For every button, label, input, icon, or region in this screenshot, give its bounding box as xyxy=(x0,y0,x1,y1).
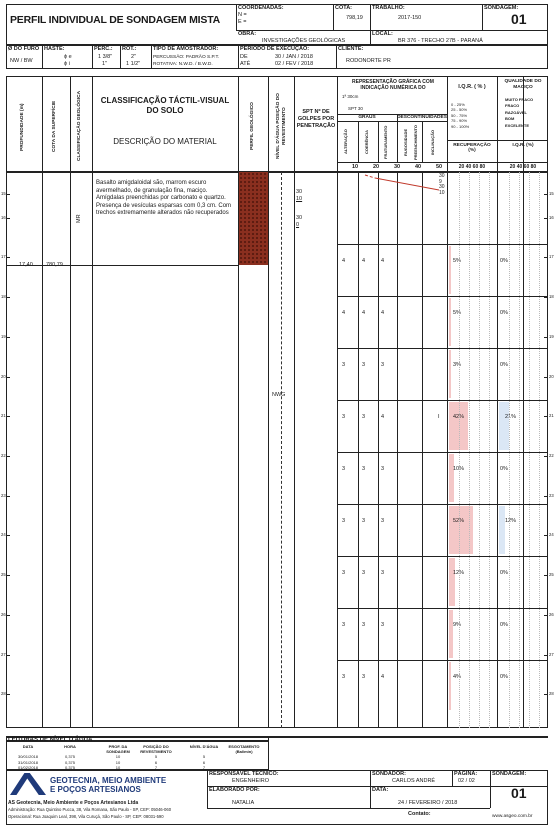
address-line2: Operacional: Rua Joaquim Leal, 398, Vila Curuçá, São Paulo - SP, CEP: 08031-590 xyxy=(8,814,164,819)
water-cell: 0,375 xyxy=(64,765,75,770)
recovery-bar xyxy=(449,246,451,294)
sondador-label: SONDADOR: xyxy=(372,771,406,777)
pct-gridline xyxy=(539,172,540,728)
depth-tick-mark xyxy=(6,456,10,457)
depth-tick-left: 24 xyxy=(1,532,6,538)
grade-value: 3 xyxy=(362,362,366,368)
sondagem-label: SONDAGEM: xyxy=(484,5,519,11)
depth-tick-mark xyxy=(6,694,10,695)
iqr-value: 0% xyxy=(500,674,508,680)
chart-label-1: 9 xyxy=(439,178,442,185)
depth-tick-mark xyxy=(544,297,548,298)
depth-tick-mark xyxy=(6,377,10,378)
row-separator xyxy=(337,400,548,401)
depth-tick-mark xyxy=(544,257,548,258)
depth-tick-mark xyxy=(544,194,548,195)
depth-tick-mark xyxy=(544,337,548,338)
water-header: DATA xyxy=(22,744,34,749)
depth-tick-left: 26 xyxy=(1,611,6,617)
depth-tick-mark xyxy=(6,337,10,338)
recovery-bar xyxy=(449,558,455,606)
grade-value: 4 xyxy=(342,310,346,316)
e-label: E = xyxy=(238,19,247,25)
iqr-value: 0% xyxy=(500,570,508,576)
quality-labels xyxy=(505,97,533,129)
recovery-value: 52% xyxy=(453,518,465,524)
trabalho-label: TRABALHO: xyxy=(372,5,405,11)
depth-tick-right: 18 xyxy=(549,294,554,300)
depth-tick-left: 25 xyxy=(1,572,6,578)
pct-gridline xyxy=(459,172,460,728)
spt-header: SPT Nº DE GOLPES POR PENETRAÇÃO xyxy=(296,109,336,129)
page-title: PERFIL INDIVIDUAL DE SONDAGEM MISTA xyxy=(10,14,221,26)
grade-value: 3 xyxy=(381,518,385,524)
haste-label: HASTE: xyxy=(44,46,65,52)
coordenadas-label: COORDENADAS: xyxy=(238,5,284,11)
sondagem-value: 01 xyxy=(511,11,527,27)
grade-value: 3 xyxy=(381,570,385,576)
pagina-value: 02 / 02 xyxy=(458,778,475,784)
recovery-value: 3% xyxy=(453,362,461,368)
scale-40: 40 xyxy=(415,164,422,170)
chart-label-0: 30 xyxy=(439,173,445,179)
depth-tick-mark xyxy=(6,575,10,576)
rep-title: REPRESENTAÇÃO GRÁFICA COM INDICAÇÃO NUMÉRICA DO xyxy=(352,79,434,91)
water-cell: 0,375 xyxy=(64,754,75,759)
water-header: PROF. DA SONDAGEM xyxy=(106,744,130,754)
pct-gridline xyxy=(469,172,470,728)
recovery-value: 10% xyxy=(453,466,465,472)
graus-header: GRAUS xyxy=(358,115,376,120)
grade-value: 3 xyxy=(342,570,346,576)
depth-tick-right: 20 xyxy=(549,373,554,379)
depth-tick-mark xyxy=(544,496,548,497)
iqr-value: 0% xyxy=(500,362,508,368)
spt-d-1: 0 xyxy=(296,222,300,228)
depth-tick-left: 21 xyxy=(1,413,6,419)
quality-label-3: BOM xyxy=(505,116,515,122)
depth-tick-left: 16 xyxy=(1,214,6,220)
iqr-value: 0% xyxy=(500,310,508,316)
grade-value: 4 xyxy=(342,258,346,264)
local-label: LOCAL: xyxy=(372,31,393,37)
recovery-value: 12% xyxy=(453,570,465,576)
grade-value: 3 xyxy=(381,466,385,472)
pagina-label: PÁGINA: xyxy=(454,771,478,777)
depth-tick-right: 17 xyxy=(549,254,554,260)
cota-label: COTA: xyxy=(335,5,353,11)
depth-tick-right: 26 xyxy=(549,611,554,617)
depth-tick-mark xyxy=(6,535,10,536)
depth-tick-right: 28 xyxy=(549,691,554,697)
depth-tick-mark xyxy=(544,377,548,378)
perc-label: PERC.: xyxy=(94,46,113,52)
geo-code: MR xyxy=(76,214,82,224)
haste-b: ϕ i xyxy=(64,61,70,67)
iqr-value: 0% xyxy=(500,622,508,628)
recovery-bar xyxy=(449,610,453,658)
recovery-bar xyxy=(449,350,451,398)
grade-value: 3 xyxy=(342,518,346,524)
quality-range-0: 0 - 25% xyxy=(451,102,465,107)
company-line2: E POÇOS ARTESIANOS xyxy=(50,785,141,794)
alteracao-header: ALTERAÇÃO xyxy=(343,129,348,155)
depth-tick-left: 22 xyxy=(1,452,6,458)
obra-label: OBRA: xyxy=(238,31,257,37)
chart-label-3: 10 xyxy=(439,189,445,196)
periodo-label: PERÍODO DE EXECUÇÃO: xyxy=(240,46,310,52)
descricao-header: DESCRIÇÃO DO MATERIAL xyxy=(113,137,217,146)
cliente-value: RODONORTE PR xyxy=(346,58,391,64)
depth-tick-left: 17 xyxy=(1,254,6,260)
n-label: N = xyxy=(238,12,247,18)
grade-value: 4 xyxy=(362,258,366,264)
elaborado-label: ELABORADO POR: xyxy=(209,787,260,793)
water-title: LEITURAS DE NÍVEL D'ÁGUA xyxy=(8,737,93,743)
depth-tick-mark xyxy=(6,496,10,497)
recovery-bar xyxy=(449,298,451,346)
grade-value: 3 xyxy=(342,362,346,368)
furo-label: Ø DO FURO xyxy=(8,46,40,52)
quality-range-2: 50 - 75% xyxy=(451,112,468,118)
iqr-bar xyxy=(499,402,509,450)
recuperacao-header: RECUPERAÇÃO (%) xyxy=(453,143,491,153)
rot-b: 1 1/2" xyxy=(126,61,141,67)
footer-divider xyxy=(490,770,491,808)
grade-value: 4 xyxy=(381,674,385,680)
grade-value: 3 xyxy=(342,674,346,680)
data-value: 24 / FEVEREIRO / 2018 xyxy=(398,800,458,806)
amostrador-label: TIPO DE AMOSTRADOR: xyxy=(153,46,219,52)
quality-range-3: 75 - 90% xyxy=(451,118,468,124)
company-name: AS Geotecnia, Meio Ambiente e Poços Artesianos Ltda xyxy=(8,800,139,806)
grade-value: 3 xyxy=(362,570,366,576)
quality-label-1: FRACO xyxy=(505,103,520,109)
row-separator xyxy=(337,504,548,505)
recovery-bar xyxy=(449,454,454,502)
depth-tick-mark xyxy=(6,297,10,298)
rep-line2: SPT 30 xyxy=(348,106,363,111)
rep-line1: 1ª 30cm xyxy=(342,94,359,99)
depth-tick-left: 19 xyxy=(1,333,6,339)
chart-label-2: 30 xyxy=(439,184,445,190)
row-separator xyxy=(337,556,548,557)
quality-label-4: EXCELENTE xyxy=(505,122,530,128)
scale-20: 20 xyxy=(373,164,380,170)
recovery-value: 42% xyxy=(453,414,465,420)
iqr-value: 0% xyxy=(500,258,508,264)
scale-50: 50 xyxy=(436,164,443,170)
footer-sondagem-label: SONDAGEM: xyxy=(492,771,527,777)
spt-curve-tail xyxy=(365,175,375,178)
cota-header: COTA DA SUPERFÍCIE xyxy=(52,100,57,152)
depth-tick-left: 15 xyxy=(1,191,6,196)
rot-a: 2" xyxy=(131,54,137,60)
water-cell: 7 xyxy=(202,765,206,770)
perfil-header: PERFIL GEOLÓGICO xyxy=(250,102,255,150)
recovery-value: 4% xyxy=(453,674,461,680)
pct-gridline xyxy=(519,172,520,728)
sondador-value: CARLOS ANDRÉ xyxy=(392,778,436,784)
depth-tick-right: 27 xyxy=(549,651,554,657)
contato-label: Contato: xyxy=(408,811,431,817)
elaborado-value: NATALIA xyxy=(232,800,255,806)
depth-tick-mark xyxy=(544,615,548,616)
spt-block-b xyxy=(296,215,302,229)
address-line1: Administração: Rua Quintino Pucca, 38, Vila Romana, São Paulo - SP, CEP: 05046-060 xyxy=(8,807,172,812)
recovery-value: 5% xyxy=(453,310,461,316)
footer-divider xyxy=(207,808,490,809)
depth-tick-mark xyxy=(6,655,10,656)
lqr2-header: I.Q.R. (%) xyxy=(512,143,534,148)
local-value: BR 376 - TRECHO 27B - PARANÁ xyxy=(398,38,483,44)
furo-value: NW / BW xyxy=(10,58,33,64)
rotativa-value: ROTATIVA: N.W.D. / B.W.D. xyxy=(153,62,213,67)
grade-value: 3 xyxy=(342,414,346,420)
pct-gridline xyxy=(529,172,530,728)
depth-tick-left: 23 xyxy=(1,492,6,498)
cliente-label: CLIENTE: xyxy=(338,46,364,52)
grade-value: 3 xyxy=(342,622,346,628)
water-level-line xyxy=(281,172,282,728)
grade-value: 3 xyxy=(362,414,366,420)
cota-mark: 780,79 xyxy=(46,262,63,268)
water-header: HORA xyxy=(64,744,76,749)
de-value: 30 / JAN / 2018 xyxy=(275,54,313,60)
grade-value: 4 xyxy=(381,310,385,316)
quality-range-4: 90 - 100% xyxy=(451,123,470,129)
depth-tick-mark xyxy=(6,257,10,258)
depth-tick-mark xyxy=(6,194,10,195)
fraturamento-header: FRATURAMENTO xyxy=(383,125,388,159)
depth-tick-mark xyxy=(544,218,548,219)
spt-curve-segment xyxy=(375,178,439,190)
company-line1: GEOTECNIA, MEIO AMBIENTE xyxy=(50,776,167,785)
water-cell: 5 xyxy=(154,754,158,759)
depth-tick-left: 28 xyxy=(1,691,6,697)
depth-tick-right: 23 xyxy=(549,492,554,498)
water-cell: 10 xyxy=(115,765,121,770)
water-cell: 0,375 xyxy=(64,759,75,765)
grade-value: 3 xyxy=(342,466,346,472)
class-geo-header: CLASSIFICAÇÃO GEOLÓGICA xyxy=(77,90,82,162)
water-cell: 30/01/2018 xyxy=(17,754,39,759)
trabalho-value: 2017-150 xyxy=(398,15,422,21)
iqr-value: 0% xyxy=(500,466,508,472)
inclinacao-value: I xyxy=(438,414,440,420)
quality-range-1: 25 - 50% xyxy=(451,107,468,113)
grade-value: 3 xyxy=(381,622,385,628)
spt-a-1: 10 xyxy=(296,196,303,202)
depth-tick-left: 20 xyxy=(1,373,6,379)
grade-value: 3 xyxy=(362,466,366,472)
rugosidade-header: RUGOSIDADE xyxy=(403,128,408,156)
spt-graph xyxy=(337,172,447,212)
recovery-value: 5% xyxy=(453,258,461,264)
grade-value: 3 xyxy=(362,674,366,680)
material-description: Basalto amigdaloidal são, marrom escuro avermelhado, de granulação fina, maciço. Amígdalas preenchidas por carbonato e quartzo. Presença de vesículas esparsas com 0,3 cm. Com trechos extremamente alterados não recuperados xyxy=(96,180,232,217)
iqr-value: 12% xyxy=(505,518,517,524)
pct-scale-rec: 20 40 60 80 xyxy=(458,164,486,170)
grade-value: 3 xyxy=(381,362,385,368)
profundidade-header: PROFUNDIDADE (m) xyxy=(20,103,25,151)
ate-value: 02 / FEV / 2018 xyxy=(275,61,314,67)
scale-10: 10 xyxy=(352,164,359,170)
depth-tick-mark xyxy=(6,615,10,616)
footer-divider xyxy=(452,770,453,786)
depth-mark: 17,40 xyxy=(19,262,33,268)
row-separator xyxy=(337,296,548,297)
cota-value: 798,19 xyxy=(346,15,363,21)
row-separator xyxy=(337,452,548,453)
depth-tick-mark xyxy=(6,416,10,417)
website-link[interactable]: www.asgeo.com.br xyxy=(492,814,533,819)
pct-scale-iqr: 20 40 60 80 xyxy=(509,164,537,170)
spt-d-0: 30 xyxy=(296,215,303,221)
water-cell: 10 xyxy=(115,759,121,765)
lqr-header: I.Q.R. ( % ) xyxy=(458,84,486,90)
row-separator xyxy=(337,244,548,245)
quality-ranges xyxy=(451,102,469,129)
depth-tick-left: 18 xyxy=(1,294,6,300)
depth-tick-mark xyxy=(544,535,548,536)
water-header: NÍVEL D'ÁGUA xyxy=(189,744,219,749)
depth-tick-right: 19 xyxy=(549,333,554,339)
coerencia-header: COERÊNCIA xyxy=(364,130,369,155)
percussao-value: PERCUSSÃO: PADRÃO S.P.T. xyxy=(153,55,220,60)
preenchimento-header: PREENCHIMENTO xyxy=(413,124,418,160)
footer-sondagem-value: 01 xyxy=(511,785,527,801)
depth-tick-mark xyxy=(544,456,548,457)
obra-value: INVESTIGAÇÕES GEOLÓGICAS xyxy=(262,38,346,44)
quality-label-2: RAZOÁVEL xyxy=(505,109,527,115)
log-body xyxy=(6,172,548,728)
pct-gridline xyxy=(489,172,490,728)
grade-value: 4 xyxy=(362,310,366,316)
haste-a: ϕ e xyxy=(64,54,72,60)
row-separator xyxy=(337,660,548,661)
depth-tick-right: 15 xyxy=(549,191,554,196)
depth-tick-mark xyxy=(544,694,548,695)
grade-value: 4 xyxy=(381,414,385,420)
iqr-bar xyxy=(499,506,505,554)
rot-label: ROT.: xyxy=(122,46,137,52)
nivel-header: NÍVEL D'ÁGUA POSIÇÃO DO REVESTIMENTO xyxy=(276,93,287,159)
water-cell: 31/01/2018 xyxy=(17,759,39,765)
de-label: DE xyxy=(240,54,248,60)
depth-tick-mark xyxy=(544,655,548,656)
recovery-bar xyxy=(449,662,451,710)
resp-value: ENGENHEIRO xyxy=(232,778,269,784)
rock-profile xyxy=(239,172,268,265)
grade-value: 3 xyxy=(362,518,366,524)
water-cell: 6 xyxy=(202,759,206,765)
resp-label: RESPONSÁVEL TÉCNICO: xyxy=(209,771,279,777)
water-cell: 01/02/2018 xyxy=(17,765,39,770)
quality-label-0: MUITO FRACO xyxy=(505,97,534,102)
footer-divider xyxy=(207,770,208,808)
depth-tick-right: 24 xyxy=(549,532,554,538)
spt-block-a xyxy=(296,189,302,203)
depth-tick-mark xyxy=(544,416,548,417)
perc-a: 1 3/8" xyxy=(98,54,113,60)
ate-label: ATÉ xyxy=(240,61,251,67)
water-cell: 6 xyxy=(154,759,158,765)
depth-tick-right: 25 xyxy=(549,572,554,578)
water-header: POSIÇÃO DO REVESTIMENTO xyxy=(140,744,172,754)
data-label: DATA: xyxy=(372,787,389,793)
water-cell: 7 xyxy=(154,765,158,770)
scale-30: 30 xyxy=(394,164,401,170)
water-header: ESGOTAMENTO (Bal/min) xyxy=(228,744,260,754)
depth-tick-right: 21 xyxy=(549,413,554,419)
pct-gridline xyxy=(479,172,480,728)
perc-b: 1" xyxy=(102,61,108,67)
recovery-value: 9% xyxy=(453,622,461,628)
water-cell: 10 xyxy=(115,754,121,759)
row-separator xyxy=(337,608,548,609)
spt-a-0: 30 xyxy=(296,189,303,195)
iqr-value: 21% xyxy=(505,414,517,420)
depth-tick-left: 27 xyxy=(1,651,6,657)
grade-value: 4 xyxy=(381,258,385,264)
depth-tick-mark xyxy=(544,575,548,576)
depth-tick-right: 22 xyxy=(549,452,554,458)
class-title: CLASSIFICAÇÃO TÁCTIL-VISUAL DO SOLO xyxy=(100,96,230,115)
pct-gridline xyxy=(509,172,510,728)
depth-tick-right: 16 xyxy=(549,214,554,220)
quality-title: QUALIDADE DO MACIÇO xyxy=(504,79,542,90)
inclinacao-header: INCLINAÇÃO xyxy=(430,129,435,155)
water-cell: 5 xyxy=(202,754,206,759)
footer-divider xyxy=(370,770,371,808)
grade-value: 3 xyxy=(362,622,366,628)
row-separator xyxy=(337,348,548,349)
descont-header: DESCONTINUIDADES xyxy=(397,115,447,120)
nwg-label: NWG xyxy=(272,392,286,398)
depth-tick-mark xyxy=(6,218,10,219)
